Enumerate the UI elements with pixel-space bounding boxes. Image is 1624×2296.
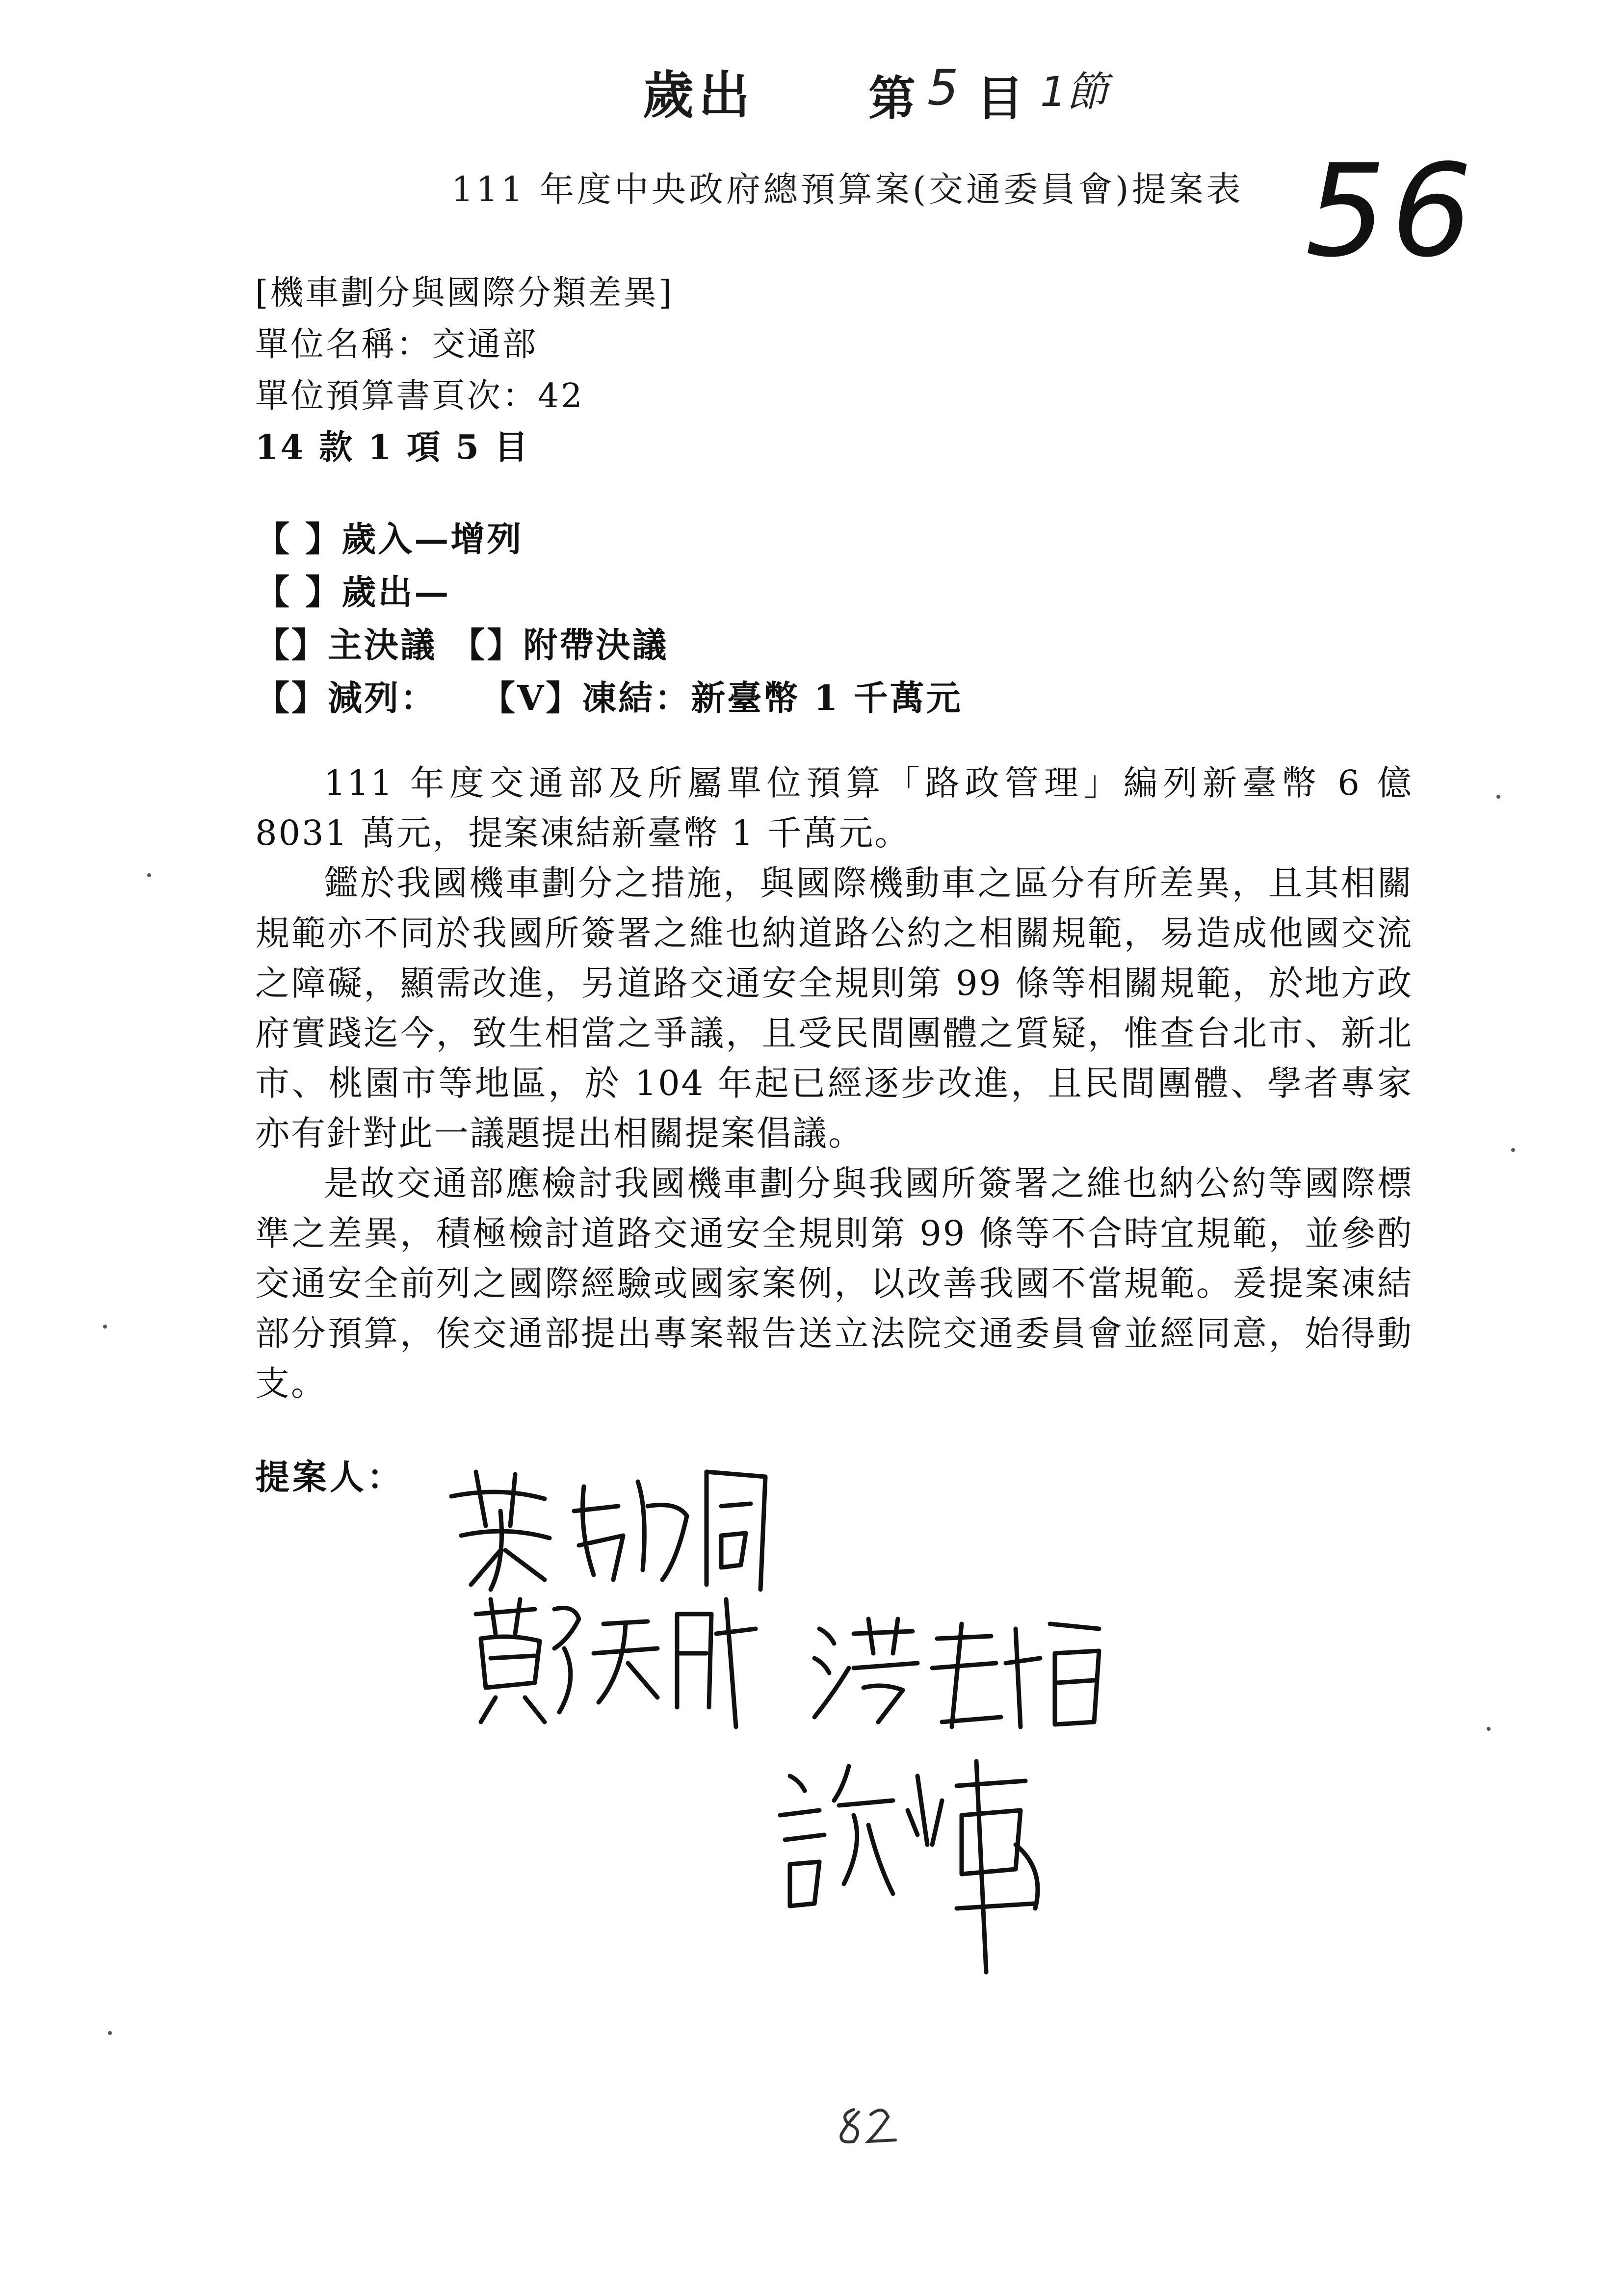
meta-item-ref: 14 款 1 項 5 目 (255, 428, 530, 467)
option-freeze: 【V】凍結：新臺幣 1 千萬元 (481, 678, 963, 718)
header-section-hand-number: 5 (927, 59, 959, 116)
scan-speck (108, 2031, 112, 2035)
signature-4 (770, 1747, 1065, 1982)
body-paragraph-1: 111 年度交通部及所屬單位預算「路政管理」編列新臺幣 6 億 8031 萬元，提案凍結新臺幣 1 千萬元。 (255, 763, 1413, 853)
meta-unit-name: 單位名稱：交通部 (255, 325, 538, 364)
option-cut-freeze-row (255, 672, 963, 725)
scan-speck (103, 1325, 107, 1329)
meta-block (255, 267, 674, 473)
body-paragraph-3: 是故交通部應檢討我國機車劃分與我國所簽署之維也納公約等國際標準之差異，積極檢討道路交通安全規則第 99 條等不合時宜規範，並參酌交通安全前列之國際經驗或國家案例，以改善我國不當規範。爰提案凍結部分預算，俟交通部提出專案報告送立法院交通委員會並經同意，始得動支。 (255, 1163, 1413, 1404)
signature-3 (805, 1604, 1119, 1732)
header-section-prefix: 第 (868, 71, 916, 126)
meta-page-ref: 單位預算書頁次：42 (255, 377, 584, 416)
option-revenue-increase: 【 】歲入—增列 (255, 519, 524, 559)
option-main-resolution: 【】主決議 (255, 625, 437, 665)
scan-speck (1496, 795, 1500, 799)
option-resolution-row (255, 619, 963, 672)
meta-topic: [機車劃分與國際分類差異] (255, 274, 674, 313)
option-expenditure: 【 】歲出— (255, 572, 451, 612)
header-section-suffix: 目 (976, 71, 1023, 126)
handwritten-page-number: 56 (1305, 137, 1477, 286)
footer-handwritten-number (829, 2095, 908, 2151)
signature-2 (461, 1585, 765, 1732)
proposal-body (255, 758, 1413, 1409)
options-block (255, 513, 963, 725)
proposer-label: 提案人： (255, 1457, 404, 1497)
scan-speck (1511, 1148, 1515, 1152)
signature-1 (432, 1452, 785, 1599)
document-subtitle: 111 年度中央政府總預算案(交通委員會)提案表 (451, 169, 1244, 209)
header-section-hand-note: 1節 (1040, 68, 1108, 116)
body-paragraph-2: 鑑於我國機車劃分之措施，與國際機動車之區分有所差異，且其相關規範亦不同於我國所簽署之維也納道路公約之相關規範，易造成他國交流之障礙，顯需改進，另道路交通安全規則第 99 條等相關規範，於地方政府實踐迄今，致生相當之爭議，且受民間團體之質疑，惟查台北市、新北市、桃園市等地區，於 104 年起已經逐步改進，且民間團體、學者專家亦有針對此一議題提出相關提案倡議。 (255, 863, 1413, 1153)
option-supplementary-resolution: 【】附帶決議 (450, 625, 669, 665)
option-cut: 【】減列： (255, 678, 437, 718)
scan-speck (1487, 1727, 1491, 1731)
header-title: 歲出 (643, 65, 755, 125)
scan-speck (147, 873, 151, 877)
